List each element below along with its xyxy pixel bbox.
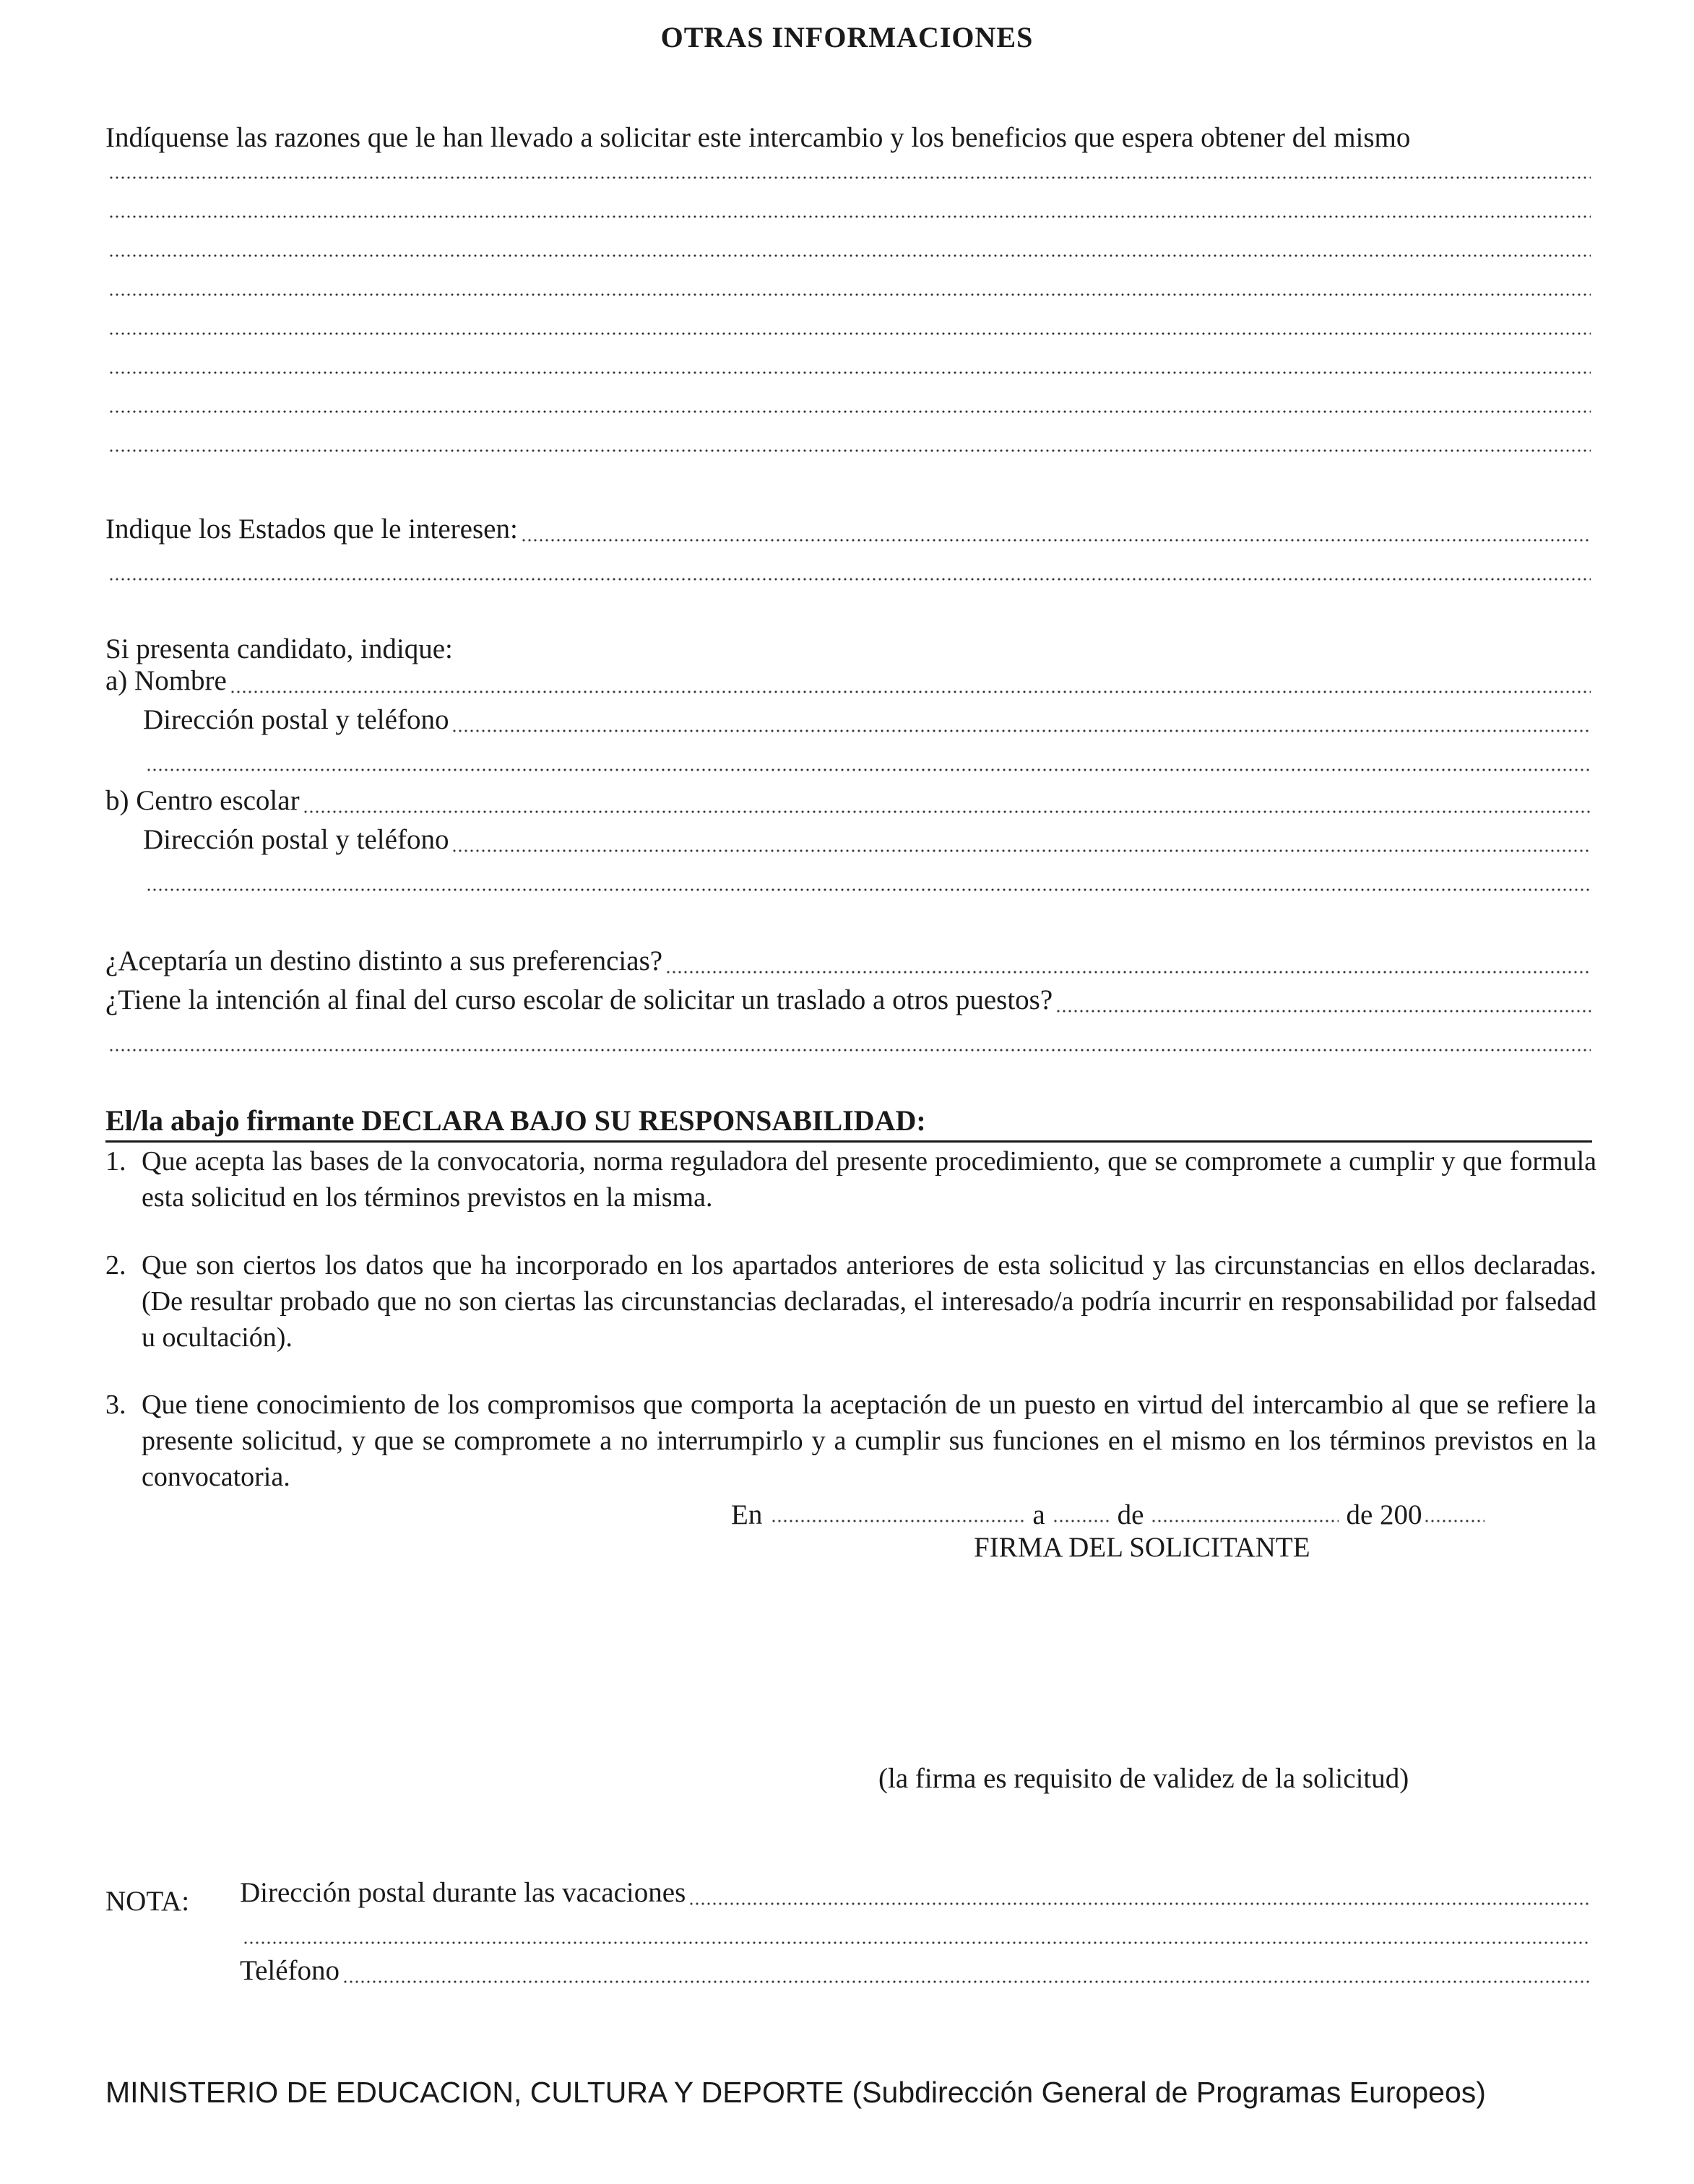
razones-line-1[interactable] bbox=[105, 144, 1591, 188]
fecha-de1: de bbox=[1117, 1499, 1144, 1530]
q1-label: ¿Aceptaría un destino distinto a sus preferencias? bbox=[105, 945, 663, 976]
declaracion-item-2 bbox=[105, 1247, 1596, 1356]
q2-label: ¿Tiene la intención al final del curso escolar de solicitar un traslado a otros puestos? bbox=[105, 984, 1053, 1015]
fecha-de2: de 200 bbox=[1346, 1499, 1422, 1530]
nombre-label: a) Nombre bbox=[105, 665, 227, 696]
candidato-intro: Si presenta candidato, indique: bbox=[105, 633, 453, 664]
direccion-b-label: Dirección postal y teléfono bbox=[143, 824, 449, 855]
centro-field[interactable] bbox=[105, 779, 1591, 822]
estados-field[interactable] bbox=[105, 507, 1591, 550]
declaracion-item-3 bbox=[105, 1387, 1596, 1495]
nombre-field[interactable] bbox=[105, 659, 1591, 702]
direccion-b-field[interactable] bbox=[143, 818, 1591, 861]
razones-label: Indíquense las razones que le han llevado a solicitar este intercambio y los beneficios que espera obtener del mismo bbox=[105, 122, 1411, 153]
fecha-line[interactable] bbox=[731, 1499, 1485, 1531]
razones-line-2[interactable] bbox=[105, 183, 1591, 227]
firma-validez-note: (la firma es requisito de validez de la solicitud) bbox=[878, 1763, 1409, 1794]
fecha-mes-blank[interactable] bbox=[1151, 1520, 1339, 1522]
razones-line-7[interactable] bbox=[105, 378, 1591, 422]
nota-direccion-field[interactable] bbox=[240, 1871, 1591, 1914]
nota-telefono-label: Teléfono bbox=[240, 1955, 340, 1986]
fecha-a: a bbox=[1032, 1499, 1045, 1530]
item-number: 3. bbox=[105, 1390, 126, 1420]
q2-field[interactable] bbox=[105, 978, 1591, 1021]
nota-telefono-field[interactable] bbox=[240, 1949, 1591, 1992]
direccion-b-line-2[interactable] bbox=[143, 857, 1591, 900]
nota-direccion-line-2[interactable] bbox=[240, 1910, 1591, 1953]
page-title: OTRAS INFORMACIONES bbox=[660, 21, 1034, 53]
razones-line-3[interactable] bbox=[105, 222, 1591, 266]
direccion-a-label: Dirección postal y teléfono bbox=[143, 704, 449, 735]
razones-line-4[interactable] bbox=[105, 261, 1591, 305]
estados-label: Indique los Estados que le interesen: bbox=[105, 514, 518, 545]
direccion-a-field[interactable] bbox=[143, 698, 1591, 741]
item-number: 2. bbox=[105, 1250, 126, 1280]
razones-line-5[interactable] bbox=[105, 300, 1591, 344]
declaracion-heading-prefix: El/la abajo firmante bbox=[105, 1104, 362, 1137]
item-number: 1. bbox=[105, 1146, 126, 1176]
firma-label: FIRMA DEL SOLICITANTE bbox=[974, 1532, 1310, 1563]
item-text: Que acepta las bases de la convocatoria, norma reguladora del presente procedimiento, que se compromete a cumplir y que formula esta solicitud en los términos previstos en la misma. bbox=[142, 1146, 1596, 1213]
fecha-anio-blank[interactable] bbox=[1424, 1520, 1485, 1522]
declaracion-heading-caps: DECLARA BAJO SU RESPONSABILIDAD: bbox=[361, 1104, 926, 1137]
q1-field[interactable] bbox=[105, 939, 1591, 982]
fecha-en: En bbox=[731, 1499, 763, 1530]
item-text: Que tiene conocimiento de los compromisos que comporta la aceptación de un puesto en virtud del intercambio al que se refiere la presente solicitud, y que se compromete a no interrumpirlo y a cumplir sus funciones en el mismo en los términos previstos en la convocatoria. bbox=[142, 1390, 1596, 1492]
declaracion-heading bbox=[105, 1104, 1592, 1143]
fecha-lugar-blank[interactable] bbox=[771, 1520, 1025, 1522]
estados-line-2[interactable] bbox=[105, 546, 1591, 589]
q2-line-2[interactable] bbox=[105, 1017, 1591, 1060]
footer-ministerio: MINISTERIO DE EDUCACION, CULTURA Y DEPORTE (Subdirección General de Programas Europeos) bbox=[105, 2076, 1486, 2109]
declaracion-item-1 bbox=[105, 1143, 1596, 1216]
razones-line-6[interactable] bbox=[105, 339, 1591, 383]
centro-label: b) Centro escolar bbox=[105, 785, 300, 816]
direccion-a-line-2[interactable] bbox=[143, 737, 1591, 780]
nota-direccion-label: Dirección postal durante las vacaciones bbox=[240, 1877, 686, 1908]
razones-line-8[interactable] bbox=[105, 417, 1591, 461]
nota-label: NOTA: bbox=[105, 1886, 190, 1917]
item-text: Que son ciertos los datos que ha incorporado en los apartados anteriores de esta solicitud y las circunstancias en ellos declaradas. (De resultar probado que no son ciertas las circunstancias declaradas, el interesado/a podría incurrir en responsabilidad por falsedad u ocultación). bbox=[142, 1250, 1596, 1353]
fecha-dia-blank[interactable] bbox=[1053, 1520, 1110, 1522]
